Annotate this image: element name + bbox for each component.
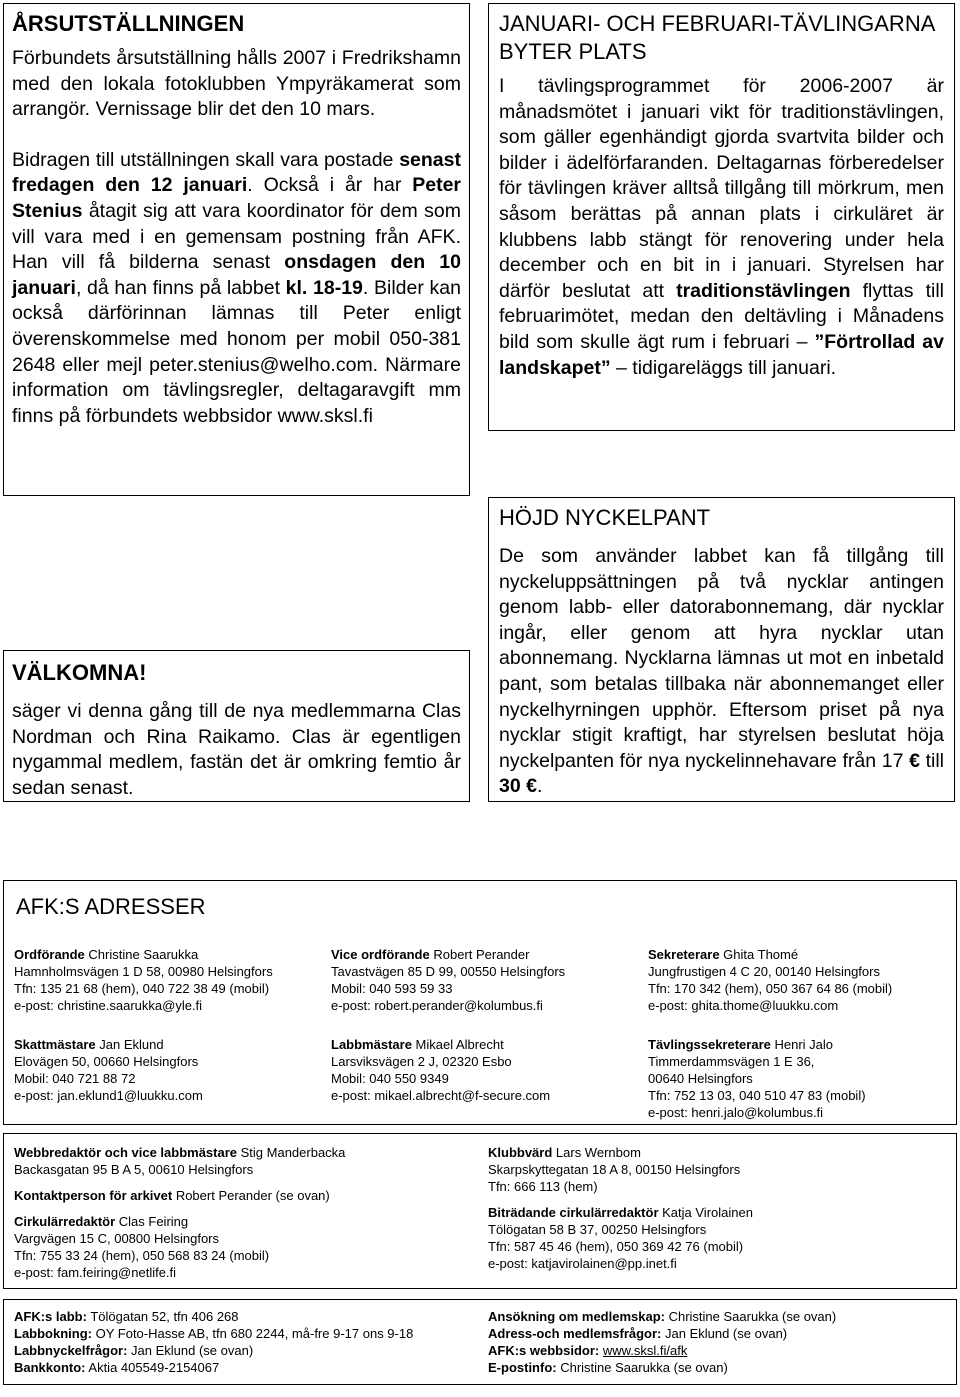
contact-entry xyxy=(331,946,565,1014)
contact-name: Clas Feiring xyxy=(115,1214,189,1229)
contact-line: e-post: christine.saarukka@yle.fi xyxy=(14,998,203,1013)
contact-line: Tfn: 755 33 24 (hem), 050 568 83 24 (mobil) xyxy=(14,1248,270,1263)
p2-i: . Bilder kan också därförinnan lämnas till Peter enligt överenskommelse med honom per mobil 050-381 2648 eller mejl peter.stenius@welho.com. Närmare information om tävlingsregler, deltagaravgift mm finns på förbundets webbsidor www.sksl.fi xyxy=(12,276,461,427)
contact-role: Tävlingssekreterare xyxy=(648,1037,771,1052)
valkomna-box xyxy=(3,650,470,802)
contact-name: Robert Perander (se ovan) xyxy=(172,1188,330,1203)
p2-e: åtagit sig att vara koordinator för dem som vill vara med i en gemensam postning från AFK. Han vill få bilderna senast xyxy=(12,199,461,274)
contact-entry xyxy=(14,1036,203,1104)
p2-g: , då han finns på labbet xyxy=(75,276,286,299)
contact-line: Larsviksvägen 2 J, 02320 Esbo xyxy=(331,1054,512,1069)
contact-line: e-post: robert.perander@kolumbus.fi xyxy=(331,998,543,1013)
contact-line: e-post: katjavirolainen@pp.inet.fi xyxy=(488,1256,677,1271)
deadline-afk: onsdagen den 10 januari xyxy=(12,251,461,299)
contact-heading xyxy=(488,1144,753,1161)
contact-entry xyxy=(488,1204,753,1272)
contact-role: Biträdande cirkulärredaktör xyxy=(488,1205,659,1220)
contact-role: Sekreterare xyxy=(648,947,720,962)
lab-hours: kl. 18-19 xyxy=(285,276,363,299)
contact-line: e-post: ghita.thome@luukku.com xyxy=(648,998,839,1013)
contact-entry xyxy=(648,1036,866,1121)
valkomna-text: säger vi denna gång till de nya medlemmarna Clas Nordman och Rina Raikamo. Clas är egentligen nygammal medlem, fastän det är omkring femtio år sedan senast. xyxy=(12,700,461,799)
contact-line: e-post: mikael.albrecht@f-secure.com xyxy=(331,1088,551,1103)
info-line xyxy=(488,1359,836,1376)
n-e: . xyxy=(536,775,543,798)
contact-entry xyxy=(14,1187,345,1204)
contact-line: Tfn: 752 13 03, 040 510 47 83 (mobil) xyxy=(648,1088,866,1103)
info-line xyxy=(14,1308,413,1325)
euro-sign-2: € xyxy=(526,775,537,798)
contact-line: Mobil: 040 593 59 33 xyxy=(331,981,453,996)
valkomna-title: VÄLKOMNA! xyxy=(12,660,147,685)
info-line xyxy=(14,1325,413,1342)
contact-name: Lars Wernbom xyxy=(552,1145,641,1160)
adresser-box xyxy=(3,880,957,1125)
contact-heading xyxy=(648,1036,866,1053)
info-text: Christine Saarukka (se ovan) xyxy=(664,1309,837,1324)
contact-line: 00640 Helsingfors xyxy=(648,1071,753,1086)
contact-heading xyxy=(488,1204,753,1221)
contact-heading xyxy=(331,1036,550,1053)
tavlingarna-title: JANUARI- OCH FEBRUARI-TÄVLINGARNA BYTER PLATS xyxy=(499,11,935,64)
contact-role: Vice ordförande xyxy=(331,947,430,962)
contact-entry xyxy=(14,1144,345,1178)
nyckelpant-box xyxy=(488,497,955,802)
contact-name: Stig Manderbacka xyxy=(237,1145,346,1160)
info-line xyxy=(14,1359,413,1376)
contact-heading xyxy=(14,1187,345,1204)
contact-line: Tfn: 666 113 (hem) xyxy=(488,1179,598,1194)
p2-c: . Också i år har xyxy=(247,174,413,197)
contact-line: Tfn: 170 342 (hem), 050 367 64 86 (mobil) xyxy=(648,981,893,996)
info-line xyxy=(488,1308,836,1325)
contact-line: Skarpskyttegatan 18 A 8, 00150 Helsingfors xyxy=(488,1162,741,1177)
contact-line: Elovägen 50, 00660 Helsingfors xyxy=(14,1054,199,1069)
arsutstallningen-p2 xyxy=(12,148,461,430)
info-line xyxy=(14,1342,413,1359)
redaktion-right xyxy=(488,1144,753,1281)
contact-role: Kontaktperson för arkivet xyxy=(14,1188,173,1203)
info-text: Jan Eklund (se ovan) xyxy=(661,1326,788,1341)
arsutstallningen-box xyxy=(3,3,470,496)
euro-sign-1: € xyxy=(909,749,920,772)
contact-line: Mobil: 040 721 88 72 xyxy=(14,1071,136,1086)
contact-heading xyxy=(331,946,565,963)
p2-a: Bidragen till utställningen skall vara postade xyxy=(12,148,400,171)
contact-role: Webbredaktör och vice labbmästare xyxy=(14,1145,238,1160)
info-right xyxy=(488,1308,836,1376)
contact-name: Henri Jalo xyxy=(770,1037,833,1052)
tavlingarna-box xyxy=(488,3,955,431)
contact-name: Katja Virolainen xyxy=(658,1205,753,1220)
contact-name: Christine Saarukka xyxy=(84,947,199,962)
contact-line: Timmerdammsvägen 1 E 36, xyxy=(648,1054,815,1069)
contact-line: e-post: fam.feiring@netlife.fi xyxy=(14,1265,177,1280)
contact-name: Jan Eklund xyxy=(95,1037,164,1052)
tavlingarna-text xyxy=(499,74,944,381)
contact-entry xyxy=(14,946,273,1014)
coordinator-name: Peter Stenius xyxy=(12,174,462,222)
contact-heading xyxy=(14,1213,345,1230)
contact-line: Jungfrustigen 4 C 20, 00140 Helsingfors xyxy=(648,964,880,979)
info-text: Aktia 405549-2154067 xyxy=(85,1360,220,1375)
contact-line: Mobil: 040 550 9349 xyxy=(331,1071,449,1086)
info-line xyxy=(488,1325,836,1342)
arsutstallningen-title: ÅRSUTSTÄLLNINGEN xyxy=(12,11,245,36)
traditionstavlingen: traditionstävlingen xyxy=(676,279,851,302)
n-a: De som använder labbet kan få tillgång till nyckeluppsättningen på två nycklar antingen genom labb- eller datorabonnemang, där nycklar ingår, eller genom att hyra nycklar utan abonnemang. Nycklarna lämnas ut mot en inbetald pant, som betalas tillbaka när abonnemanget eller nyckelhyrningen upphör. Eftersom priset på nya nycklar stigit kraftigt, har styrelsen beslutat höja nyckelpanten för nya nyckelinnehavare från 17 xyxy=(499,545,944,772)
deadline-post: senast fredagen den 12 januari xyxy=(12,148,461,197)
redaktion-box xyxy=(3,1133,957,1289)
contact-heading xyxy=(14,946,273,963)
info-label: E-postinfo: xyxy=(488,1360,557,1375)
contact-heading xyxy=(648,946,892,963)
t-e: – tidigareläggs till januari. xyxy=(610,356,837,379)
contact-line: e-post: henri.jalo@kolumbus.fi xyxy=(648,1105,824,1120)
contact-line: Hamnholmsvägen 1 D 58, 00980 Helsingfors xyxy=(14,964,273,979)
n-b: till xyxy=(919,749,945,772)
contact-line: Backasgatan 95 B A 5, 00610 Helsingfors xyxy=(14,1162,254,1177)
info-box xyxy=(3,1299,957,1385)
contact-role: Skattmästare xyxy=(14,1037,96,1052)
info-text: OY Foto-Hasse AB, tfn 680 2244, må-fre 9-17 ons 9-18 xyxy=(92,1326,414,1341)
info-text: Christine Saarukka (se ovan) xyxy=(556,1360,728,1375)
contact-line: Tölögatan 58 B 37, 00250 Helsingfors xyxy=(488,1222,707,1237)
t-a: I tävlingsprogrammet för 2006-2007 är månadsmötet i januari vikt för traditionstävlingen, som gäller egenhändigt gjorda svartvita bilder och bilder i ädelförfaranden. Deltagarnas förberedelser för tävlingen kräver alltså tillgång till mörkrum, men såsom berättas på annan plats i cirkuläret är klubbens labb stängt för renovering under hela december och en bit in i januari. Styrelsen har därför beslutat att xyxy=(499,75,944,302)
website-link[interactable]: www.sksl.fi/afk xyxy=(602,1343,688,1358)
contact-role: Ordförande xyxy=(14,947,85,962)
contact-heading xyxy=(14,1144,345,1161)
contact-role: Labbmästare xyxy=(331,1037,412,1052)
adresser-title: AFK:S ADRESSER xyxy=(16,894,206,919)
contact-line: Vargvägen 15 C, 00800 Helsingfors xyxy=(14,1231,219,1246)
contact-line: Tavastvägen 85 D 99, 00550 Helsingfors xyxy=(331,964,566,979)
forrollad-title: ”Förtrollad av landskapet” xyxy=(499,330,944,379)
contact-name: Robert Perander xyxy=(429,947,530,962)
info-label: Labbnyckelfrågor: xyxy=(14,1343,128,1358)
info-label: AFK:s labb: xyxy=(14,1309,87,1324)
contact-heading xyxy=(14,1036,203,1053)
info-line xyxy=(488,1342,836,1359)
nyckelpant-text xyxy=(499,544,944,800)
contact-name: Ghita Thomé xyxy=(719,947,799,962)
info-left xyxy=(14,1308,413,1376)
contact-name: Mikael Albrecht xyxy=(411,1037,504,1052)
info-label: Bankkonto: xyxy=(14,1360,86,1375)
contact-entry xyxy=(488,1144,753,1195)
contact-role: Klubbvärd xyxy=(488,1145,553,1160)
contact-entry xyxy=(14,1213,345,1281)
info-label: Ansökning om medlemskap: xyxy=(488,1309,665,1324)
contact-line: e-post: jan.eklund1@luukku.com xyxy=(14,1088,203,1103)
info-label: Labbokning: xyxy=(14,1326,92,1341)
contact-line: Tfn: 587 45 46 (hem), 050 369 42 76 (mobil) xyxy=(488,1239,744,1254)
info-text: Tölögatan 52, tfn 406 268 xyxy=(86,1309,239,1324)
redaktion-left xyxy=(14,1144,345,1290)
info-label: Adress-och medlemsfrågor: xyxy=(488,1326,662,1341)
contact-line: Tfn: 135 21 68 (hem), 040 722 38 49 (mobil) xyxy=(14,981,270,996)
info-text: Jan Eklund (se ovan) xyxy=(127,1343,254,1358)
contact-role: Cirkulärredaktör xyxy=(14,1214,116,1229)
nyckelpant-title: HÖJD NYCKELPANT xyxy=(499,505,711,530)
new-pant-value: 30 xyxy=(499,775,521,798)
info-label: AFK:s webbsidor: xyxy=(488,1343,600,1358)
t-c: flyttas till februarimötet, medan den deltävling i Månadens bild som skulle ägt rum i februari – xyxy=(499,279,944,353)
contact-entry xyxy=(331,1036,550,1104)
arsutstallningen-p1: Förbundets årsutställning hålls 2007 i Fredrikshamn med den lokala fotoklubben Ympyräkamerat som arrangör. Vernissage blir det den 10 mars. xyxy=(12,47,461,121)
contact-entry xyxy=(648,946,892,1014)
